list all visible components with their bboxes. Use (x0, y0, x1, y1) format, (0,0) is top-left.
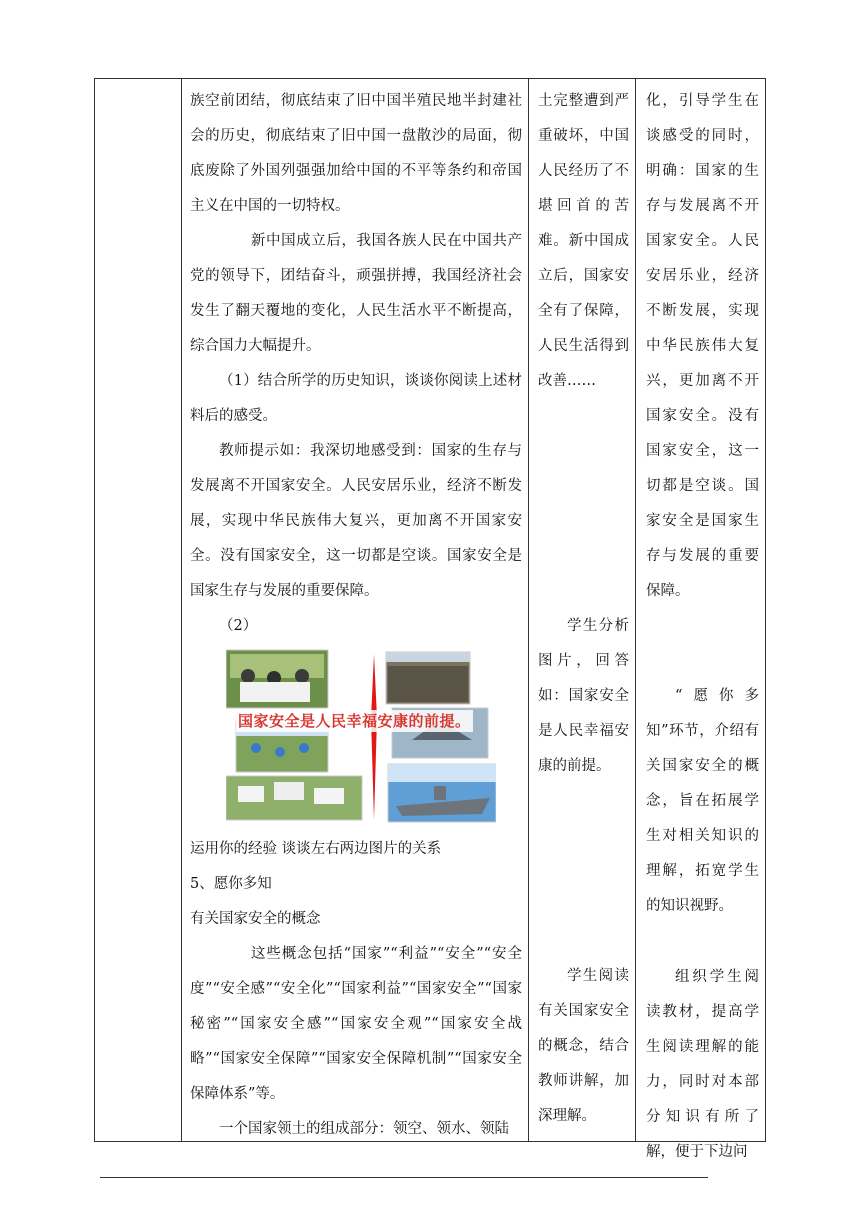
paragraph: 一个国家领土的组成部分：领空、领水、领陆 (219, 1121, 509, 1137)
collage-graphic (226, 648, 496, 826)
paragraph: 学生阅读有关国家安全的概念，结合教师讲解，加深理解。 (538, 968, 629, 1124)
subsection-heading: 有关国家安全的概念 (190, 911, 321, 927)
collage-caption: 国家安全是人民幸福安康的前提。 (238, 712, 471, 730)
footer-rule (100, 1177, 708, 1178)
design-intent-column (636, 78, 766, 1170)
activity-prompt: 运用你的经验 谈谈左右两边图片的关系 (190, 841, 442, 857)
question-2-label: （2） (219, 618, 258, 634)
paragraph: 组织学生阅读教材，提高学生阅读理解的能力，同时对本部分知识有所了解，便于下边问 (646, 969, 759, 1160)
paragraph: 族空前团结，彻底结束了旧中国半殖民地半封建社会的历史，彻底结束了旧中国一盘散沙的局面，彻底废除了外国列强强加给中国的不平等条约和帝国主义在中国的一切特权。 (190, 93, 522, 214)
paragraph: 学生分析图片，回答如：国家安全是人民幸福安康的前提。 (538, 618, 629, 774)
paragraph: 化，引导学生在谈感受的同时，明确：国家的生存与发展离不开国家安全。人民安居乐业，经济不断发展，实现中华民族伟大复兴，更加离不开国家安全。没有国家安全，这一切都是空谈。国家安全是国家生存与发展的重要保障。 (646, 93, 759, 599)
paragraph: 新中国成立后，我国各族人民在中国共产党的领导下，团结奋斗，顽强拼搏，我国经济社会发生了翻天覆地的变化，人民生活水平不断提高，综合国力大幅提升。 (190, 233, 522, 354)
paragraph: “愿你多知”环节，介绍有关国家安全的概念，旨在拓展学生对相关知识的理解，拓宽学生的知识视野。 (646, 688, 759, 914)
content-column (182, 78, 528, 1147)
teacher-hint: 教师提示如：我深切地感受到：国家的生存与发展离不开国家安全。人民安居乐业，经济不断发展，实现中华民族伟大复兴，更加离不开国家安全。没有国家安全，这一切都是空谈。国家安全是国家生存与发展的重要保障。 (190, 443, 522, 599)
question-1: （1）结合所学的历史知识，谈谈你阅读上述材料后的感受。 (190, 373, 522, 424)
photo-collage (226, 648, 496, 826)
paragraph: 土完整遭到严重破坏，中国人民经历了不堪回首的苦难。新中国成立后，国家安全有了保障，人民生活得到改善…… (538, 93, 629, 389)
section-heading: 5、愿你多知 (190, 876, 272, 892)
paragraph: 这些概念包括“国家”“利益”“安全”“安全度”“安全感”“安全化”“国家利益”“国家安全”“国家秘密”“国家安全感”“国家安全观”“国家安全战略”“国家安全保障”“国家安全保障机制”“国家安全保障体系”等。 (190, 946, 522, 1102)
student-activity-column (529, 78, 635, 1134)
